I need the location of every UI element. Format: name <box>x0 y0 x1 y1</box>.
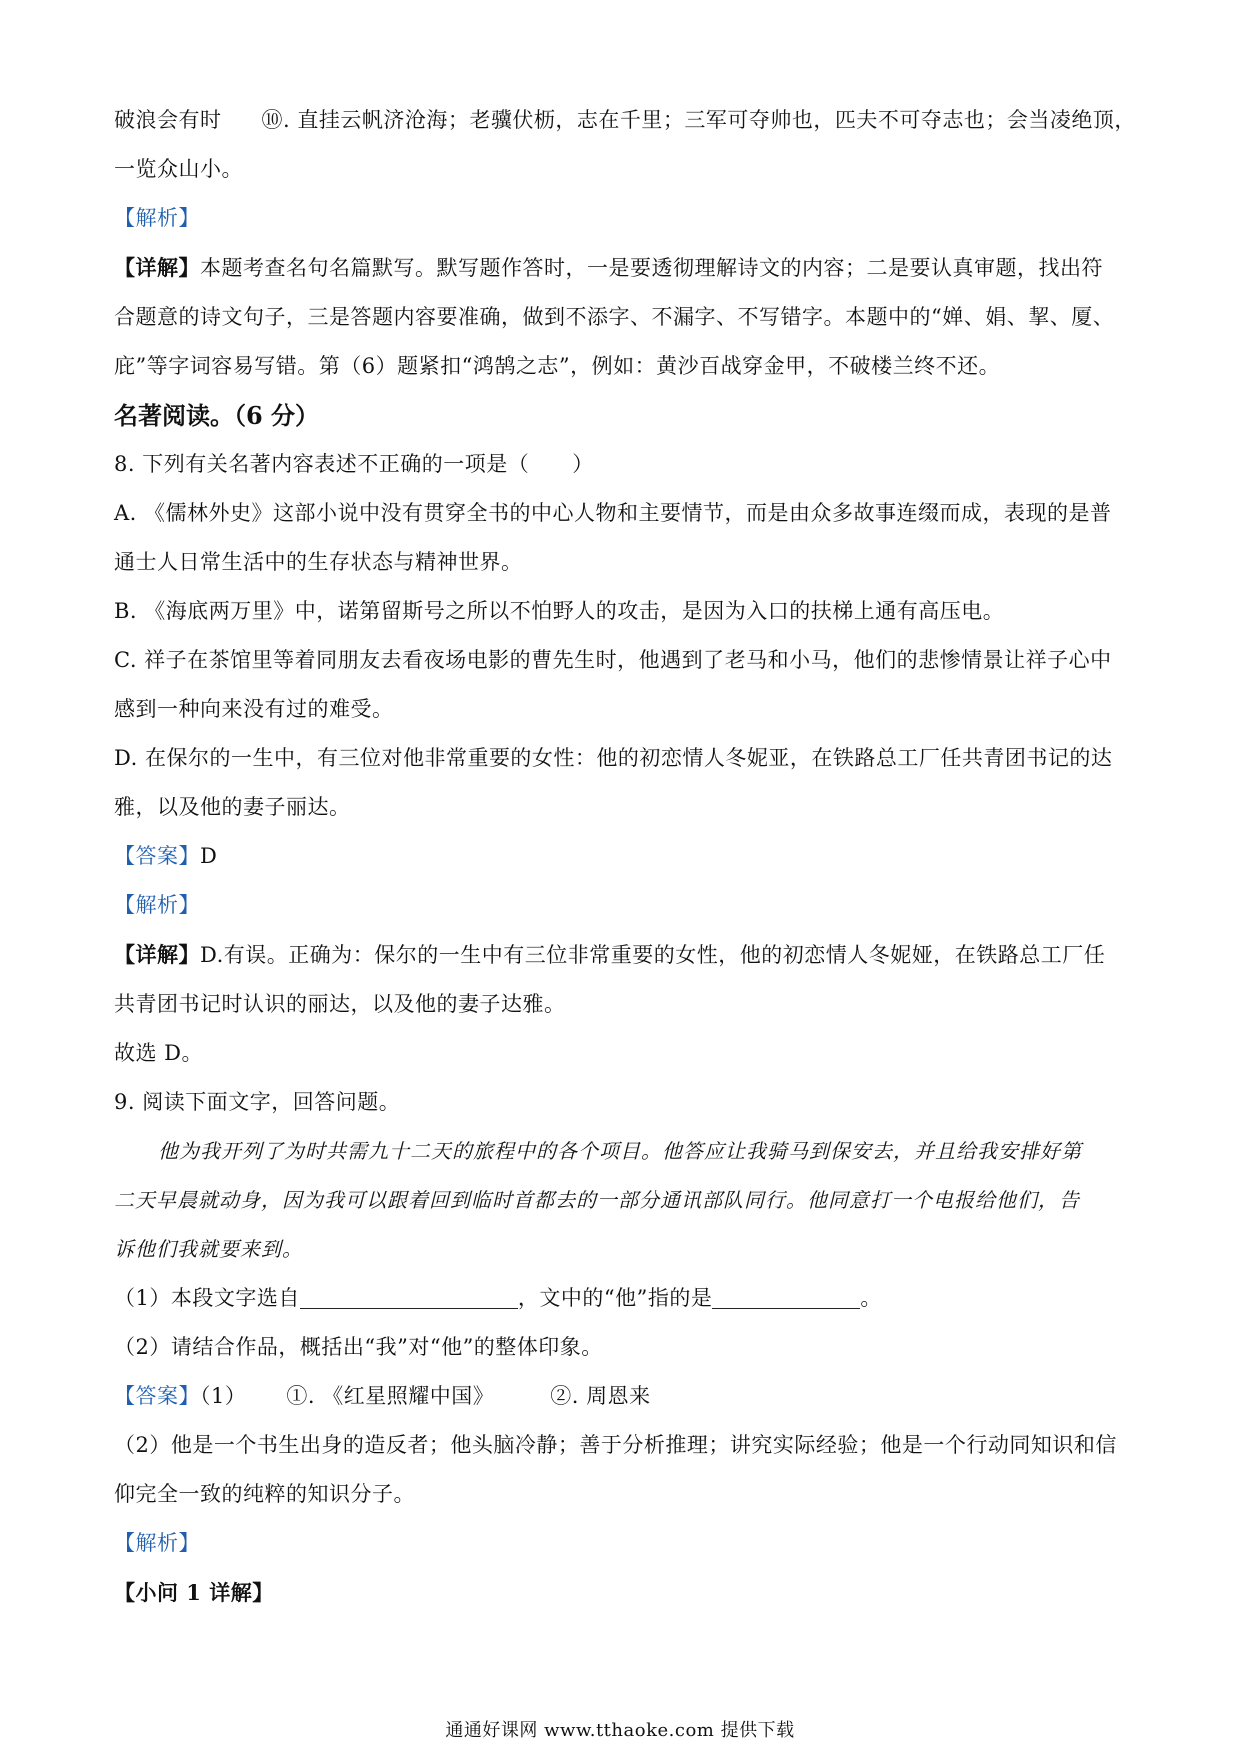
option-d-line-2: 雅，以及他的妻子丽达。 <box>114 795 351 819</box>
explanation-text: D.有误。正确为：保尔的一生中有三位非常重要的女性，他的初恋情人冬妮娅，在铁路总工厂任 <box>200 943 1106 967</box>
option-d-line-1: D. 在保尔的一生中，有三位对他非常重要的女性：他的初恋情人冬妮亚，在铁路总工厂任共青团书记的达 <box>114 746 1113 770</box>
option-a-line-1: A. 《儒林外史》这部小说中没有贯穿全书的中心人物和主要情节，而是由众多故事连缀而成，表现的是普 <box>114 501 1112 525</box>
analysis-label: 【解析】 <box>114 206 200 230</box>
answer-line-1 <box>114 96 1136 145</box>
answer-label-9: 【答案】 <box>114 1384 200 1408</box>
analysis-label-8: 【解析】 <box>114 893 200 917</box>
answer-item-10: ⑩. 直挂云帆济沧海；老骥伏枥，志在千里；三军可夺帅也，匹夫不可夺志也；会当凌绝顶， <box>261 108 1136 132</box>
detail-line-2: 合题意的诗文句子，三是答题内容要准确，做到不添字、不漏字、不写错字。本题中的“婵、娟、挈、厦、 <box>114 305 1115 329</box>
answer-line-2: 一览众山小。 <box>114 157 243 181</box>
subquestion-1 <box>114 1274 1132 1323</box>
subquestion-2: （2）请结合作品，概括出“我”对“他”的整体印象。 <box>114 1335 603 1359</box>
answer-9-item-2: ②. 周恩来 <box>550 1384 651 1408</box>
answer-8 <box>114 832 1132 881</box>
detail-line-1 <box>114 243 1132 293</box>
question-9: 9. 阅读下面文字，回答问题。 <box>114 1090 401 1114</box>
subquestion-1-text-c: 。 <box>860 1286 882 1310</box>
section-heading: 名著阅读。（6 分） <box>114 401 320 430</box>
page-footer: 通通好课网 www.tthaoke.com 提供下载 <box>445 1720 795 1741</box>
answer-9-line-3: 仰完全一致的纯粹的知识分子。 <box>114 1482 415 1506</box>
detail-text: 本题考查名句名篇默写。默写题作答时，一是要透彻理解诗文的内容；二是要认真审题，找出符 <box>200 256 1103 280</box>
option-c-line-1: C. 祥子在茶馆里等着同朋友去看夜场电影的曹先生时，他遇到了老马和小马，他们的悲惨情景让祥子心中 <box>114 648 1112 672</box>
explanation-line-2: 共青团书记时认识的丽达，以及他的妻子达雅。 <box>114 992 566 1016</box>
option-a-line-2: 通士人日常生活中的生存状态与精神世界。 <box>114 550 523 574</box>
answer-9-item-1: ①. 《红星照耀中国》 <box>286 1384 495 1408</box>
question-8: 8. 下列有关名著内容表述不正确的一项是（ ） <box>114 452 594 476</box>
answer-9 <box>114 1372 1132 1421</box>
answer-fragment: 破浪会有时 <box>114 108 222 132</box>
passage-line-3: 诉他们我就要来到。 <box>114 1237 303 1261</box>
detail-label-8: 【详解】 <box>114 942 200 967</box>
answer-9-line-2: （2）他是一个书生出身的造反者；他头脑冷静；善于分析推理；讲究实际经验；他是一个行动同知识和信 <box>114 1433 1117 1457</box>
blank-line <box>300 1286 518 1309</box>
subquestion-1-text-a: （1）本段文字选自 <box>114 1286 300 1310</box>
detail-label: 【详解】 <box>114 255 200 280</box>
explanation-line-3: 故选 D。 <box>114 1041 204 1065</box>
detail-line-3: 庇”等字词容易写错。第（6）题紧扣“鸿鹄之志”，例如：黄沙百战穿金甲，不破楼兰终不还。 <box>114 354 1001 378</box>
blank-line <box>712 1286 860 1309</box>
option-b: B. 《海底两万里》中，诺第留斯号之所以不怕野人的攻击，是因为入口的扶梯上通有高压电。 <box>114 599 1005 623</box>
analysis-label-9: 【解析】 <box>114 1531 200 1555</box>
passage-line-2: 二天早晨就动身，因为我可以跟着回到临时首都去的一部分通讯部队同行。他同意打一个电报给他们，告 <box>114 1188 1080 1212</box>
explanation-line-1 <box>114 930 1132 980</box>
answer-9-part-1: （1） <box>200 1384 247 1408</box>
option-c-line-2: 感到一种向来没有过的难受。 <box>114 697 394 721</box>
document-body <box>114 96 1136 1617</box>
subquestion-1-text-b: ，文中的“他”指的是 <box>517 1286 713 1310</box>
passage-line-1: 他为我开列了为时共需九十二天的旅程中的各个项目。他答应让我骑马到保安去，并且给我安排好第 <box>158 1139 1082 1163</box>
answer-value: D <box>200 844 218 868</box>
subquestion-1-detail-label: 【小问 1 详解】 <box>114 1580 274 1605</box>
answer-label: 【答案】 <box>114 844 200 868</box>
